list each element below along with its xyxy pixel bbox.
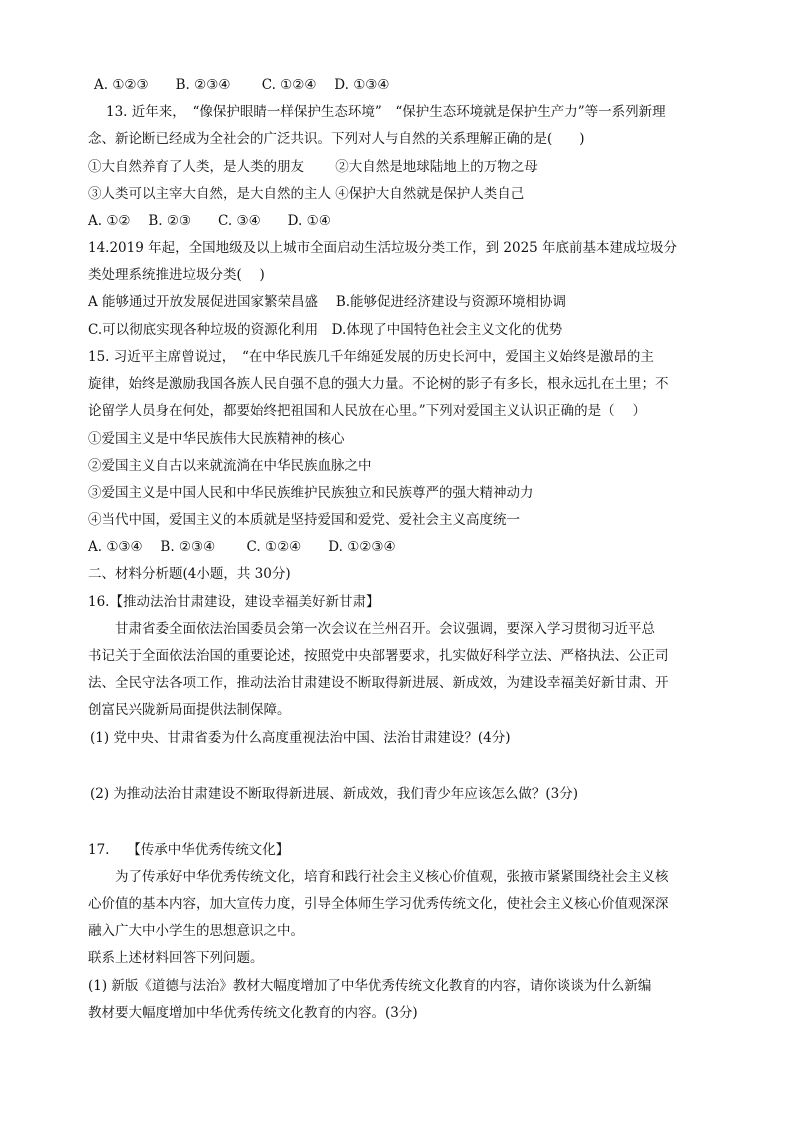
q13-stem-line1: 13. 近年来， “像保护眼睛一样保护生态环境” “保护生态环境就是保护生产力”等一系列新理 <box>106 104 666 120</box>
q15-stem-line2: 旋律，始终是激励我国各族人民自强不息的强大力量。不论树的影子有多长，根永远扎在土里；不 <box>88 376 669 392</box>
q17-para-line1: 为了传承好中华优秀传统文化，培育和践行社会主义核心价值观，张掖市紧紧围绕社会主义核 <box>88 869 669 885</box>
q16-subquestion-1: (1) 党中央、甘肃省委为什么高度重视法治中国、法治甘肃建设？(4分) <box>90 730 511 746</box>
q16-subquestion-2: (2) 为推动法治甘肃建设不断取得新进展、新成效，我们青少年应该怎么做？(3分) <box>90 786 579 802</box>
q15-stem-line1: 15. 习近平主席曾说过， “在中华民族几千年绵延发展的历史长河中，爱国主义始终是激昂的主 <box>88 349 654 365</box>
q15-stem-line3: 论留学人员身在何处，都要始终把祖国和人民放在心里。”下列对爱国主义认识正确的是（ ） <box>88 403 646 419</box>
q14-option-line2: C.可以彻底实现各种垃圾的资源化利用 D.体现了中国特色社会主义文化的优势 <box>88 322 563 338</box>
q17-instruction: 联系上述材料回答下列问题。 <box>88 950 264 966</box>
q13-choice-line2: ③人类可以主宰大自然，是大自然的主人 ④保护大自然就是保护人类自己 <box>88 186 525 202</box>
q15-choice-2: ②爱国主义自古以来就流淌在中华民族血脉之中 <box>88 458 372 474</box>
q16-para-line1: 甘肃省委全面依法治国委员会第一次会议在兰州召开。会议强调，要深入学习贯彻习近平总 <box>88 621 655 637</box>
q14-option-line1: A 能够通过开放发展促进国家繁荣昌盛 B.能够促进经济建设与资源环境相协调 <box>88 294 567 310</box>
q17-para-line2: 心价值的基本内容，加大宣传力度，引导全体师生学习优秀传统文化，使社会主义核心价值观深深 <box>88 896 669 912</box>
q17-subquestion-1-line1: (1) 新版《道德与法治》教材大幅度增加了中华优秀传统文化教育的内容，请你谈谈为什么新编 <box>88 978 652 994</box>
q16-title: 16.【推动法治甘肃建设，建设幸福美好新甘肃】 <box>88 594 380 610</box>
q13-choice-line1: ①大自然养育了人类，是人类的朋友 ②大自然是地球陆地上的万物之母 <box>88 159 538 175</box>
q15-choice-1: ①爱国主义是中华民族伟大民族精神的核心 <box>88 431 345 447</box>
q14-stem-line1: 14.2019 年起，全国地级及以上城市全面启动生活垃圾分类工作，到 2025 年底前基本建成垃圾分 <box>88 240 678 256</box>
q17-title: 17. 【传承中华优秀传统文化】 <box>88 842 290 858</box>
q16-para-line4: 创富民兴陇新局面提供法制保障。 <box>88 702 291 718</box>
q14-stem-line2: 类处理系统推进垃圾分类( ) <box>88 267 265 283</box>
q16-para-line3: 法、全民守法各项工作，推动法治甘肃建设不断取得新进展、新成效，为建设幸福美好新甘肃、开 <box>88 675 669 691</box>
section2-heading: 二、材料分析题(4小题，共 30分) <box>88 566 291 582</box>
q13-options: A. ①② B. ②③ C. ③④ D. ①④ <box>88 213 331 229</box>
q17-para-line3: 融入广大中小学生的思想意识之中。 <box>88 923 304 939</box>
q12-options: A. ①②③ B. ②③④ C. ①②④ D. ①③④ <box>94 77 390 93</box>
q15-options: A. ①③④ B. ②③④ C. ①②④ D. ①②③④ <box>88 539 396 555</box>
q13-stem-line2: 念、新论断已经成为全社会的广泛共识。下列对人与自然的关系理解正确的是( ) <box>88 131 585 147</box>
q17-subquestion-1-line2: 教材要大幅度增加中华优秀传统文化教育的内容。(3分) <box>88 1005 418 1021</box>
q16-para-line2: 书记关于全面依法治国的重要论述，按照党中央部署要求，扎实做好科学立法、严格执法、公正司 <box>88 648 669 664</box>
q15-choice-3: ③爱国主义是中国人民和中华民族维护民族独立和民族尊严的强大精神动力 <box>88 485 534 501</box>
q15-choice-4: ④当代中国，爱国主义的本质就是坚持爱国和爱党、爱社会主义高度统一 <box>88 512 520 528</box>
